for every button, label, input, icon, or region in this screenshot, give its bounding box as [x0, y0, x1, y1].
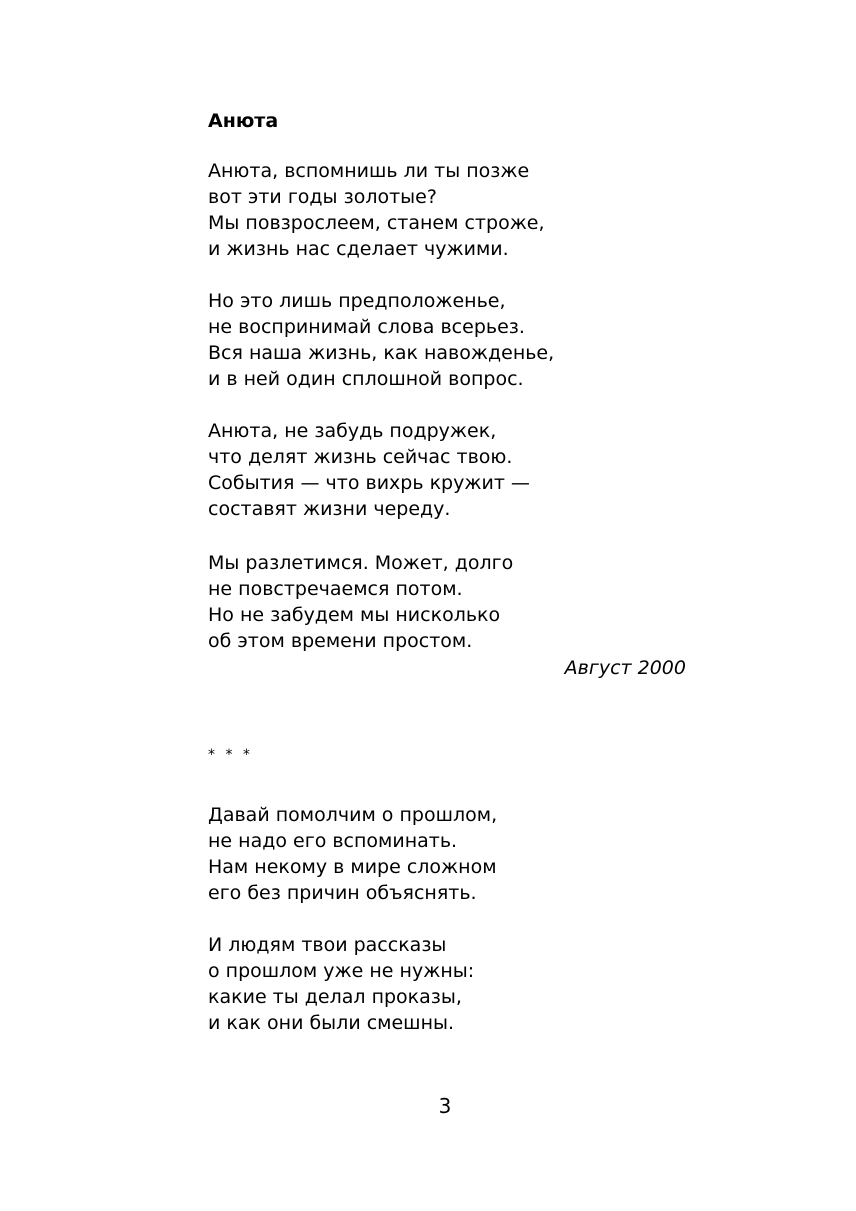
- verse-line: какие ты делал проказы,: [208, 986, 462, 1008]
- verse-line: о прошлом уже не нужны:: [208, 960, 475, 982]
- verse-line: что делят жизнь сейчас твою.: [208, 446, 513, 468]
- verse-line: Вся наша жизнь, как навожденье,: [208, 342, 555, 364]
- verse-line: не надо его вспоминать.: [208, 830, 458, 852]
- verse-line: Давай помолчим о прошлом,: [208, 804, 498, 826]
- verse-line: не повстречаемся потом.: [208, 578, 463, 600]
- verse-line: События — что вихрь кружит —: [208, 472, 530, 494]
- poem2-stanza-2: [208, 932, 474, 1036]
- verse-line: И людям твои рассказы: [208, 934, 447, 956]
- poem-separator: * * *: [208, 747, 253, 763]
- verse-line: его без причин объяснять.: [208, 882, 477, 904]
- verse-line: Анюта, вспомнишь ли ты позже: [208, 160, 530, 182]
- poem2-stanza-1: [208, 802, 497, 906]
- verse-line: и жизнь нас сделает чужими.: [208, 238, 509, 260]
- verse-line: Мы разлетимся. Может, долго: [208, 552, 514, 574]
- verse-line: вот эти годы золотые?: [208, 186, 437, 208]
- verse-line: составят жизни череду.: [208, 498, 451, 520]
- verse-line: об этом времени простом.: [208, 630, 473, 652]
- verse-line: Но не забудем мы нисколько: [208, 604, 501, 626]
- verse-line: Но это лишь предположенье,: [208, 290, 506, 312]
- page-number: 3: [438, 1094, 452, 1118]
- poem-title: Анюта: [208, 110, 279, 132]
- verse-line: Анюта, не забудь подружек,: [208, 420, 497, 442]
- verse-line: Нам некому в мире сложном: [208, 856, 497, 878]
- verse-line: не воспринимай слова всерьез.: [208, 316, 525, 338]
- poem1-stanza-3: [208, 418, 530, 522]
- poem1-stanza-4: [208, 550, 513, 654]
- verse-line: и как они были смешны.: [208, 1012, 455, 1034]
- verse-line: и в ней один сплошной вопрос.: [208, 368, 524, 390]
- poem1-stanza-1: [208, 158, 545, 262]
- verse-line: Мы повзрослеем, станем строже,: [208, 212, 545, 234]
- poem-date: Август 2000: [564, 657, 686, 679]
- poem1-stanza-2: [208, 288, 554, 392]
